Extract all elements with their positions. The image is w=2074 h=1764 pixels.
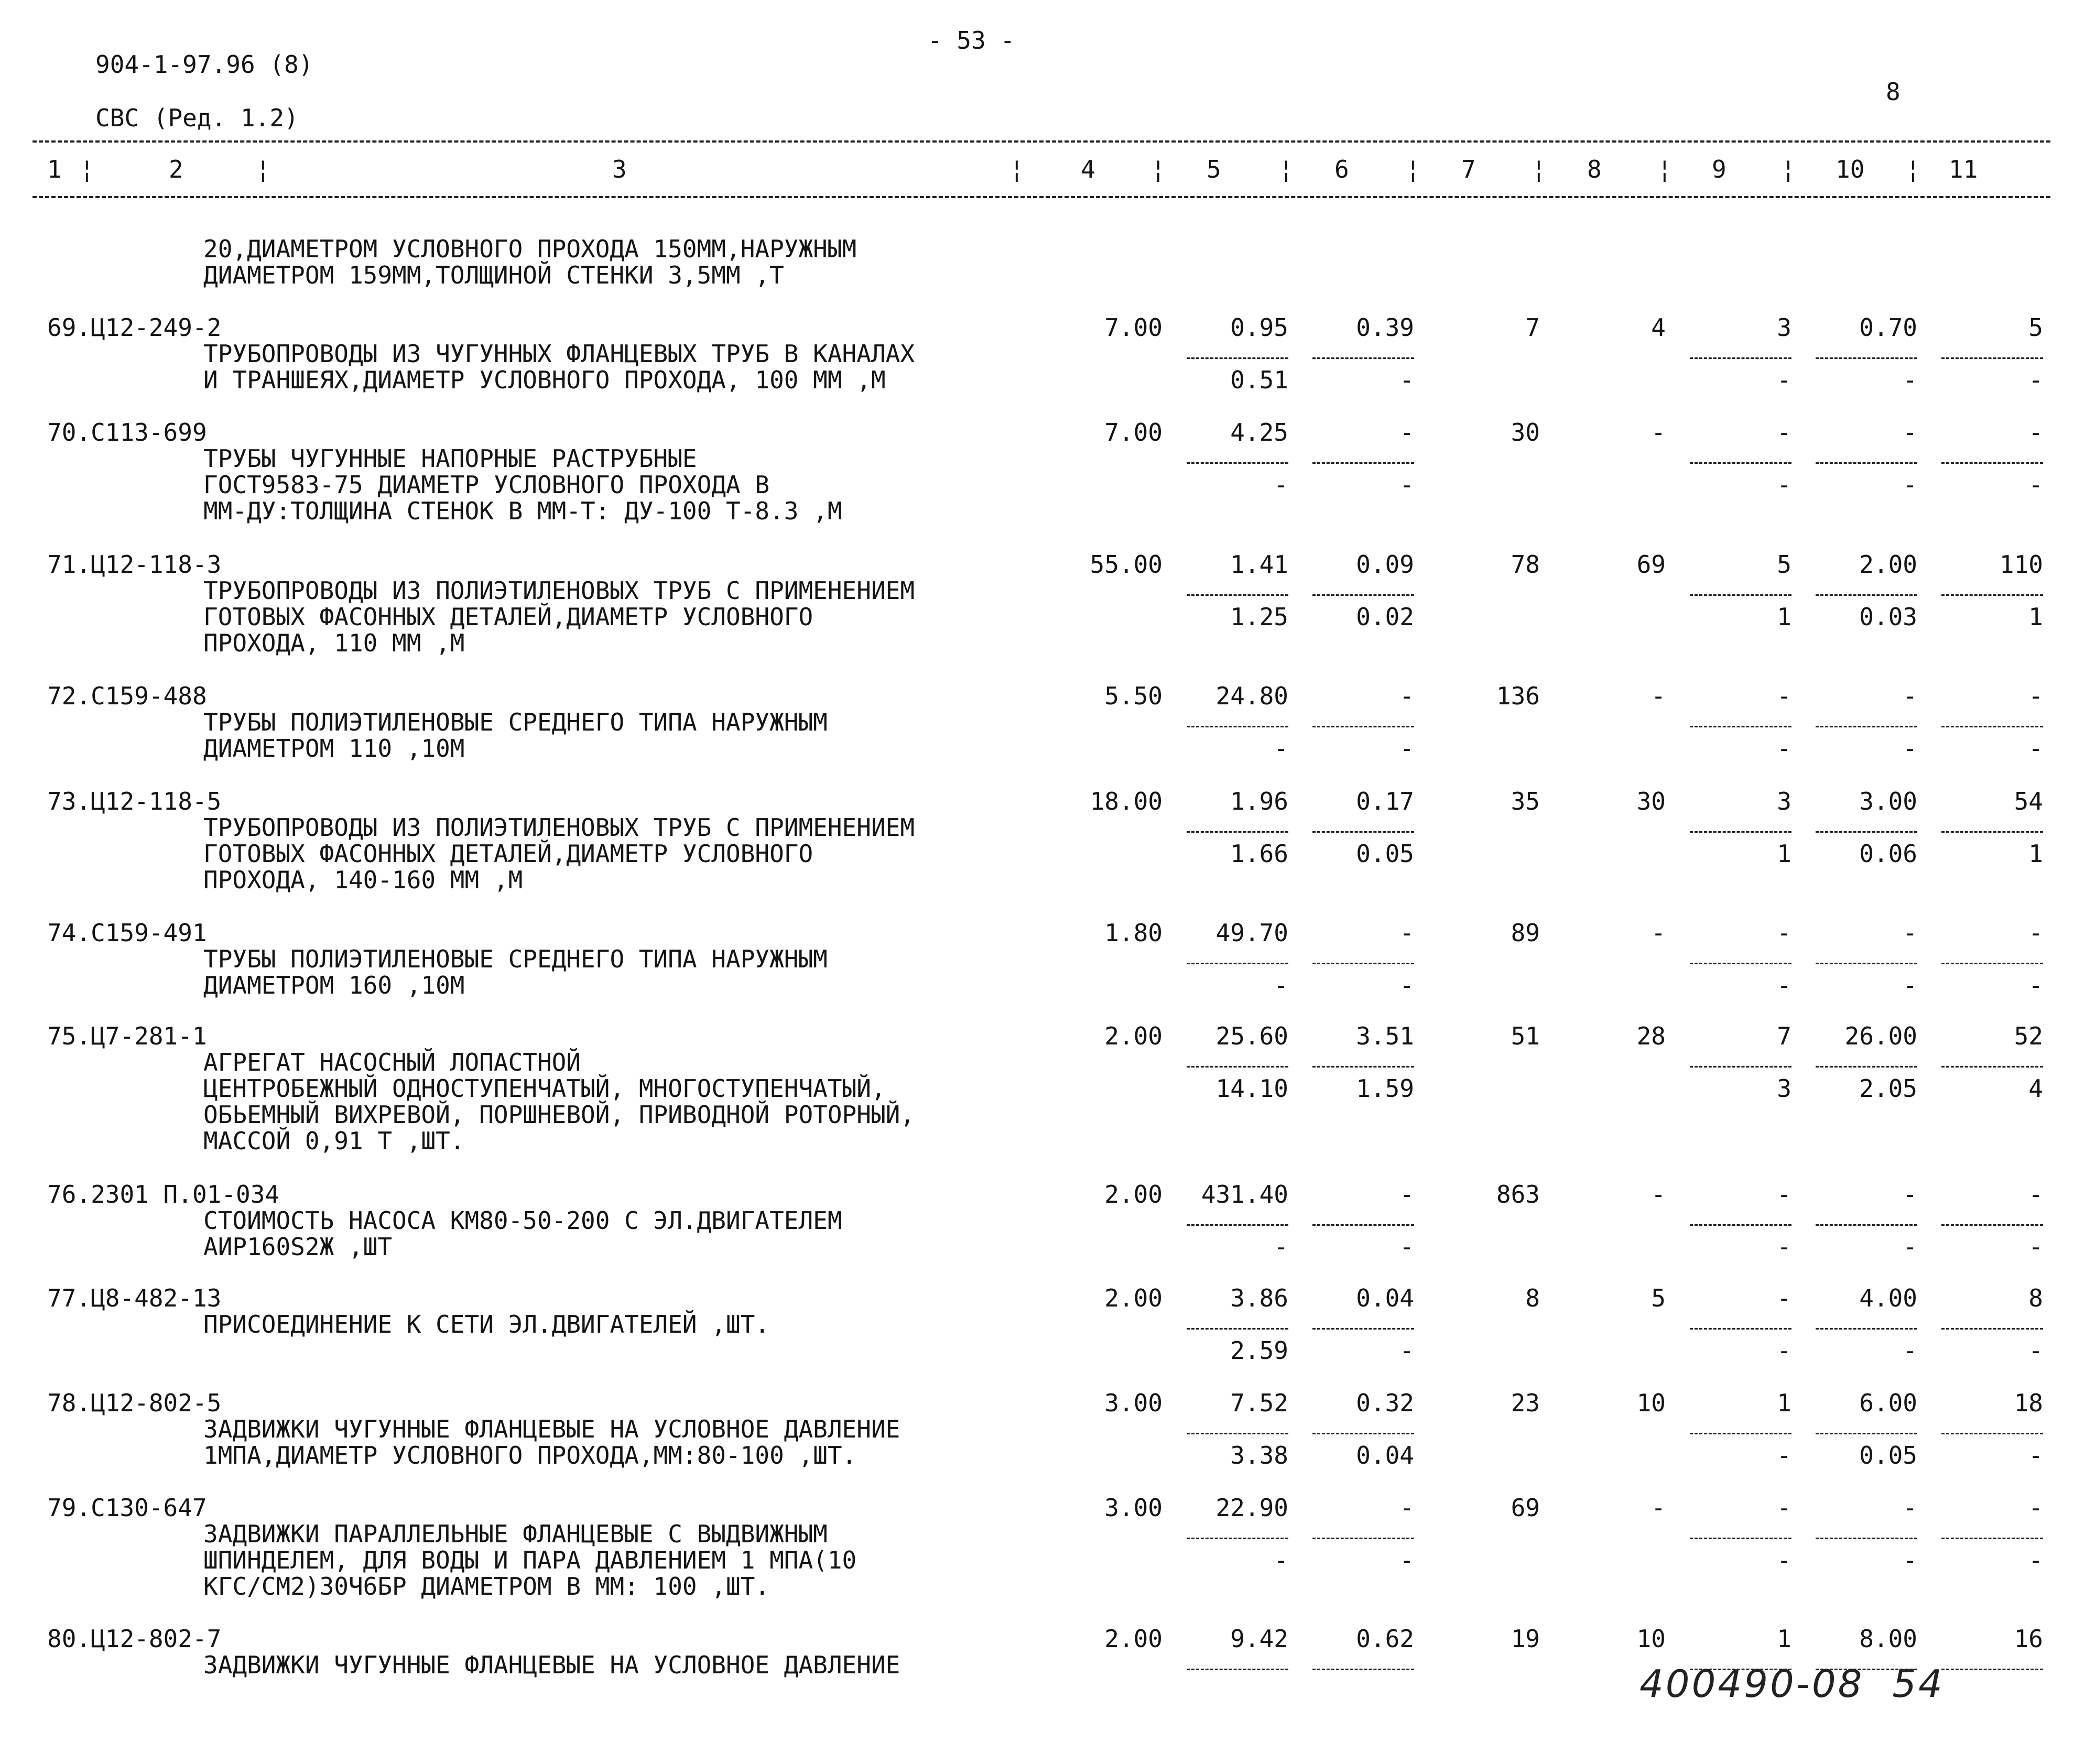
cell-col-11: 16 <box>2014 1625 2043 1653</box>
value-underline <box>1312 1433 1414 1434</box>
cell-col-11: - <box>2028 418 2043 447</box>
row-description-line: ТРУБОПРОВОДЫ ИЗ ЧУГУННЫХ ФЛАНЦЕВЫХ ТРУБ В КАНАЛАХ <box>203 340 915 368</box>
cell-col-11-secondary: - <box>2028 1233 2043 1261</box>
cell-col-8: 69 <box>1636 550 1666 579</box>
cell-col-5: 24.80 <box>1215 682 1288 710</box>
column-separator: ¦ <box>1406 155 1420 183</box>
cell-col-11: - <box>2028 1180 2043 1208</box>
cell-col-9: - <box>1777 919 1791 947</box>
cell-col-5: 7.52 <box>1230 1389 1288 1417</box>
value-underline <box>1941 1433 2043 1434</box>
column-header-6: 6 <box>1334 155 1349 183</box>
cell-col-5: 25.60 <box>1215 1022 1288 1050</box>
cell-col-4: 5.50 <box>1104 682 1163 710</box>
row-description-line: ММ-ДУ:ТОЛЩИНА СТЕНОК В ММ-Т: ДУ-100 Т-8.3 ,М <box>203 497 842 525</box>
cell-col-5: 22.90 <box>1215 1494 1288 1522</box>
cell-col-10: 4.00 <box>1859 1284 1917 1312</box>
cell-col-5-secondary: 14.10 <box>1215 1074 1288 1103</box>
cell-col-9: - <box>1777 1494 1791 1522</box>
cell-col-8: - <box>1651 418 1666 447</box>
value-underline <box>1690 462 1791 464</box>
cell-col-11-secondary: - <box>2028 366 2043 394</box>
value-underline <box>1816 1224 1917 1226</box>
row-description-line: КГС/СМ2)30Ч6БР ДИАМЕТРОМ В ММ: 100 ,ШТ. <box>203 1572 770 1600</box>
column-separator: ¦ <box>1781 155 1796 183</box>
cell-col-10: 3.00 <box>1859 787 1917 815</box>
value-underline <box>1187 1433 1288 1434</box>
cell-col-5-secondary: 3.38 <box>1230 1441 1288 1469</box>
cell-col-9: - <box>1777 418 1791 447</box>
value-underline <box>1187 357 1288 359</box>
cell-col-8: - <box>1651 919 1666 947</box>
value-underline <box>1690 726 1791 727</box>
cell-col-6-secondary: - <box>1399 734 1414 763</box>
cell-col-11-secondary: - <box>2028 971 2043 999</box>
cell-col-8: 5 <box>1651 1284 1666 1312</box>
cell-col-10-secondary: - <box>1903 1546 1917 1574</box>
value-underline <box>1816 963 1917 964</box>
row-code: 73.Ц12-118-5 <box>47 787 222 815</box>
value-underline <box>1187 1328 1288 1330</box>
cell-col-5-secondary: 1.25 <box>1230 603 1288 631</box>
cell-col-9: - <box>1777 1284 1791 1312</box>
cell-col-7: 19 <box>1511 1625 1540 1653</box>
value-underline <box>1941 726 2043 727</box>
column-separator: ¦ <box>1906 155 1920 183</box>
cell-col-9: 1 <box>1777 1389 1791 1417</box>
value-underline <box>1816 462 1917 464</box>
row-description-line: ГОСТ9583-75 ДИАМЕТР УСЛОВНОГО ПРОХОДА В <box>203 471 770 499</box>
cell-col-4: 7.00 <box>1104 418 1163 447</box>
value-underline <box>1690 1328 1791 1330</box>
cell-col-7: 23 <box>1511 1389 1540 1417</box>
cell-col-4: 3.00 <box>1104 1494 1163 1522</box>
value-underline <box>1941 594 2043 596</box>
cell-col-7: 863 <box>1496 1180 1540 1208</box>
cell-col-10: 6.00 <box>1859 1389 1917 1417</box>
cell-col-6-secondary: - <box>1399 366 1414 394</box>
value-underline <box>1312 831 1414 833</box>
value-underline <box>1816 726 1917 727</box>
cell-col-10: - <box>1903 1180 1917 1208</box>
row-code: 78.Ц12-802-5 <box>47 1389 222 1417</box>
cell-col-11-secondary: - <box>2028 1336 2043 1365</box>
cell-col-5: 3.86 <box>1230 1284 1288 1312</box>
value-underline <box>1312 1669 1414 1670</box>
value-underline <box>1187 594 1288 596</box>
cell-col-8: - <box>1651 1494 1666 1522</box>
cell-col-9-secondary: - <box>1777 734 1791 763</box>
row-description-line: ГОТОВЫХ ФАСОННЫХ ДЕТАЛЕЙ,ДИАМЕТР УСЛОВНОГО <box>203 603 813 631</box>
column-separator: ¦ <box>1532 155 1546 183</box>
cell-col-8: 10 <box>1636 1389 1666 1417</box>
cell-col-6-secondary: 1.59 <box>1356 1074 1414 1103</box>
cell-col-10-secondary: - <box>1903 971 1917 999</box>
column-separator: ¦ <box>1009 155 1024 183</box>
row-description-line: МАССОЙ 0,91 Т ,ШТ. <box>203 1127 465 1155</box>
row-code: 71.Ц12-118-3 <box>47 550 222 579</box>
cell-col-11-secondary: - <box>2028 1441 2043 1469</box>
cell-col-10: 8.00 <box>1859 1625 1917 1653</box>
cell-col-6-secondary: - <box>1399 1336 1414 1365</box>
row-description-line: ПРОХОДА, 140-160 ММ ,М <box>203 866 523 894</box>
cell-col-6: - <box>1399 682 1414 710</box>
cell-col-6: 0.62 <box>1356 1625 1414 1653</box>
cell-col-10-secondary: 0.05 <box>1859 1441 1917 1469</box>
cell-col-11-secondary: - <box>2028 1546 2043 1574</box>
column-separator: ¦ <box>1279 155 1294 183</box>
value-underline <box>1690 831 1791 833</box>
cell-col-9-secondary: - <box>1777 366 1791 394</box>
cell-col-7: 8 <box>1525 1284 1540 1312</box>
column-separator: ¦ <box>80 155 94 183</box>
row-description-line: СТОИМОСТЬ НАСОСА КМ80-50-200 С ЭЛ.ДВИГАТЕЛЕМ <box>203 1206 842 1235</box>
row-description-line: И ТРАНШЕЯХ,ДИАМЕТР УСЛОВНОГО ПРОХОДА, 100 ММ ,М <box>203 366 886 394</box>
value-underline <box>1816 357 1917 359</box>
cell-col-8: 4 <box>1651 313 1666 342</box>
cell-col-9: 3 <box>1777 313 1791 342</box>
cell-col-4: 2.00 <box>1104 1180 1163 1208</box>
cell-col-6-secondary: 0.04 <box>1356 1441 1414 1469</box>
cell-col-5-secondary: - <box>1274 971 1288 999</box>
cell-col-8: 10 <box>1636 1625 1666 1653</box>
row-description-line: ТРУБОПРОВОДЫ ИЗ ПОЛИЭТИЛЕНОВЫХ ТРУБ С ПРИМЕНЕНИЕМ <box>203 576 915 605</box>
row-description-line: ГОТОВЫХ ФАСОННЫХ ДЕТАЛЕЙ,ДИАМЕТР УСЛОВНОГО <box>203 840 813 868</box>
value-underline <box>1312 357 1414 359</box>
cell-col-10-secondary: 0.03 <box>1859 603 1917 631</box>
cell-col-7: 136 <box>1496 682 1540 710</box>
cell-col-7: 7 <box>1525 313 1540 342</box>
cell-col-5: 4.25 <box>1230 418 1288 447</box>
cell-col-9: 1 <box>1777 1625 1791 1653</box>
row-code: 80.Ц12-802-7 <box>47 1625 222 1653</box>
value-underline <box>1941 831 2043 833</box>
cell-col-11: - <box>2028 919 2043 947</box>
row-description-line: ЗАДВИЖКИ ЧУГУННЫЕ ФЛАНЦЕВЫЕ НА УСЛОВНОЕ ДАВЛЕНИЕ <box>203 1415 900 1443</box>
value-underline <box>1187 1224 1288 1226</box>
row-code: 72.С159-488 <box>47 682 207 710</box>
cell-col-11: 8 <box>2028 1284 2043 1312</box>
value-underline <box>1941 1066 2043 1068</box>
cell-col-9: 7 <box>1777 1022 1791 1050</box>
cell-col-6: 0.09 <box>1356 550 1414 579</box>
value-underline <box>1187 462 1288 464</box>
doc-code: 904-1-97.96 (8) <box>95 50 313 79</box>
cell-col-8: 30 <box>1636 787 1666 815</box>
cell-col-10: - <box>1903 682 1917 710</box>
row-description-line: АГРЕГАТ НАСОСНЫЙ ЛОПАСТНОЙ <box>203 1048 581 1076</box>
cell-col-6-secondary: - <box>1399 1546 1414 1574</box>
column-separator: ¦ <box>1657 155 1672 183</box>
value-underline <box>1187 1538 1288 1539</box>
cell-col-7: 69 <box>1511 1494 1540 1522</box>
row-description-line: 1МПА,ДИАМЕТР УСЛОВНОГО ПРОХОДА,ММ:80-100 ,ШТ. <box>203 1441 857 1469</box>
row-description-line: ЗАДВИЖКИ ЧУГУННЫЕ ФЛАНЦЕВЫЕ НА УСЛОВНОЕ ДАВЛЕНИЕ <box>203 1651 900 1679</box>
cell-col-7: 89 <box>1511 919 1540 947</box>
cell-col-10: - <box>1903 418 1917 447</box>
row-description-line: АИР160S2Ж ,ШТ <box>203 1233 393 1261</box>
row-code: 74.С159-491 <box>47 919 207 947</box>
cell-col-5: 49.70 <box>1215 919 1288 947</box>
cell-col-10: 0.70 <box>1859 313 1917 342</box>
row-code: 76.2301 П.01-034 <box>47 1180 280 1208</box>
cell-col-6: - <box>1399 418 1414 447</box>
cell-col-4: 7.00 <box>1104 313 1163 342</box>
cell-col-9-secondary: - <box>1777 1233 1791 1261</box>
row-description-line: ДИАМЕТРОМ 160 ,10М <box>203 971 465 999</box>
cell-col-6: - <box>1399 1180 1414 1208</box>
cell-col-7: 30 <box>1511 418 1540 447</box>
cell-col-10: 2.00 <box>1859 550 1917 579</box>
continuation-line-1: 20,ДИАМЕТРОМ УСЛОВНОГО ПРОХОДА 150ММ,НАРУЖНЫМ <box>203 235 857 263</box>
value-underline <box>1690 1538 1791 1539</box>
cell-col-5: 431.40 <box>1201 1180 1288 1208</box>
column-header-9: 9 <box>1712 155 1726 183</box>
value-underline <box>1187 831 1288 833</box>
row-code: 79.С130-647 <box>47 1494 207 1522</box>
cell-col-9-secondary: 1 <box>1777 603 1791 631</box>
cell-col-10-secondary: - <box>1903 1336 1917 1365</box>
column-header-5: 5 <box>1207 155 1221 183</box>
row-description-line: ШПИНДЕЛЕМ, ДЛЯ ВОДЫ И ПАРА ДАВЛЕНИЕМ 1 МПА(10 <box>203 1546 857 1574</box>
value-underline <box>1312 462 1414 464</box>
value-underline <box>1312 1066 1414 1068</box>
cell-col-11-secondary: - <box>2028 734 2043 763</box>
column-separator: ¦ <box>1151 155 1166 183</box>
cell-col-5-secondary: - <box>1274 471 1288 499</box>
cell-col-9-secondary: 3 <box>1777 1074 1791 1103</box>
row-description-line: ЦЕНТРОБЕЖНЫЙ ОДНОСТУПЕНЧАТЫЙ, МНОГОСТУПЕНЧАТЫЙ, <box>203 1074 886 1103</box>
cell-col-5-secondary: - <box>1274 734 1288 763</box>
row-description-line: ТРУБЫ ПОЛИЭТИЛЕНОВЫЕ СРЕДНЕГО ТИПА НАРУЖНЫМ <box>203 708 828 736</box>
cell-col-11: 54 <box>2014 787 2043 815</box>
cell-col-9-secondary: 1 <box>1777 840 1791 868</box>
system-version: СВС (Ред. 1.2) <box>95 104 299 132</box>
cell-col-9-secondary: - <box>1777 1336 1791 1365</box>
value-underline <box>1941 1224 2043 1226</box>
cell-col-10-secondary: - <box>1903 366 1917 394</box>
cell-col-8: - <box>1651 682 1666 710</box>
cell-col-6-secondary: 0.05 <box>1356 840 1414 868</box>
row-code: 77.Ц8-482-13 <box>47 1284 222 1312</box>
cell-col-6: 3.51 <box>1356 1022 1414 1050</box>
value-underline <box>1690 357 1791 359</box>
cell-col-11: 5 <box>2028 313 2043 342</box>
value-underline <box>1816 1066 1917 1068</box>
row-description-line: ЗАДВИЖКИ ПАРАЛЛЕЛЬНЫЕ ФЛАНЦЕВЫЕ С ВЫДВИЖНЫМ <box>203 1520 828 1548</box>
column-header-2: 2 <box>169 155 183 183</box>
value-underline <box>1816 1538 1917 1539</box>
value-underline <box>1187 726 1288 727</box>
value-underline <box>1187 1066 1288 1068</box>
cell-col-11-secondary: 4 <box>2028 1074 2043 1103</box>
cell-col-7: 78 <box>1511 550 1540 579</box>
cell-col-4: 2.00 <box>1104 1625 1163 1653</box>
value-underline <box>1816 831 1917 833</box>
column-header-11: 11 <box>1949 155 1978 183</box>
cell-col-4: 2.00 <box>1104 1022 1163 1050</box>
value-underline <box>1941 1669 2043 1670</box>
cell-col-10-secondary: 0.06 <box>1859 840 1917 868</box>
cell-col-10-secondary: 2.05 <box>1859 1074 1917 1103</box>
cell-col-9-secondary: - <box>1777 1441 1791 1469</box>
value-underline <box>1941 357 2043 359</box>
cell-col-6: 0.17 <box>1356 787 1414 815</box>
cell-col-5: 9.42 <box>1230 1625 1288 1653</box>
value-underline <box>1690 1433 1791 1434</box>
cell-col-5: 1.41 <box>1230 550 1288 579</box>
cell-col-6: 0.32 <box>1356 1389 1414 1417</box>
value-underline <box>1187 963 1288 964</box>
value-underline <box>1187 1669 1288 1670</box>
column-header-7: 7 <box>1461 155 1476 183</box>
row-description-line: ТРУБЫ ЧУГУННЫЕ НАПОРНЫЕ РАСТРУБНЫЕ <box>203 444 697 473</box>
column-separator: ¦ <box>256 155 270 183</box>
cell-col-9: 3 <box>1777 787 1791 815</box>
value-underline <box>1941 1538 2043 1539</box>
cell-col-6: - <box>1399 1494 1414 1522</box>
value-underline <box>1941 1328 2043 1330</box>
cell-col-5: 1.96 <box>1230 787 1288 815</box>
cell-col-9: - <box>1777 682 1791 710</box>
cell-col-7: 51 <box>1511 1022 1540 1050</box>
cell-col-11-secondary: 1 <box>2028 840 2043 868</box>
value-underline <box>1312 1328 1414 1330</box>
row-code: 70.С113-699 <box>47 418 207 447</box>
cell-col-5-secondary: 0.51 <box>1230 366 1288 394</box>
cell-col-9-secondary: - <box>1777 971 1791 999</box>
header-bottom-rule <box>32 196 2050 198</box>
cell-col-6-secondary: - <box>1399 971 1414 999</box>
cell-col-11: - <box>2028 1494 2043 1522</box>
column-header-10: 10 <box>1836 155 1865 183</box>
value-underline <box>1312 1224 1414 1226</box>
cell-col-8: 28 <box>1636 1022 1666 1050</box>
value-underline <box>1941 462 2043 464</box>
column-header-4: 4 <box>1081 155 1095 183</box>
cell-col-9-secondary: - <box>1777 471 1791 499</box>
cell-col-10-secondary: - <box>1903 734 1917 763</box>
value-underline <box>1816 594 1917 596</box>
column-header-3: 3 <box>612 155 627 183</box>
value-underline <box>1690 963 1791 964</box>
cell-col-10: - <box>1903 919 1917 947</box>
cell-col-6-secondary: 0.02 <box>1356 603 1414 631</box>
row-code: 69.Ц12-249-2 <box>47 313 222 342</box>
cell-col-10-secondary: - <box>1903 471 1917 499</box>
row-description-line: ТРУБЫ ПОЛИЭТИЛЕНОВЫЕ СРЕДНЕГО ТИПА НАРУЖНЫМ <box>203 945 828 973</box>
cell-col-4: 1.80 <box>1104 919 1163 947</box>
value-underline <box>1312 726 1414 727</box>
cell-col-11: 110 <box>1999 550 2043 579</box>
cell-col-10: - <box>1903 1494 1917 1522</box>
cell-col-10: 26.00 <box>1844 1022 1917 1050</box>
value-underline <box>1312 594 1414 596</box>
top-rule <box>32 140 2050 143</box>
row-description-line: ПРИСОЕДИНЕНИЕ К СЕТИ ЭЛ.ДВИГАТЕЛЕЙ ,ШТ. <box>203 1310 770 1338</box>
cell-col-6: 0.04 <box>1356 1284 1414 1312</box>
page-number: - 53 - <box>928 26 1015 55</box>
cell-col-4: 18.00 <box>1090 787 1163 815</box>
value-underline <box>1690 594 1791 596</box>
cell-col-6-secondary: - <box>1399 1233 1414 1261</box>
cell-col-7: 35 <box>1511 787 1540 815</box>
cell-col-4: 2.00 <box>1104 1284 1163 1312</box>
column-header-8: 8 <box>1587 155 1602 183</box>
cell-col-9: - <box>1777 1180 1791 1208</box>
cell-col-11-secondary: - <box>2028 471 2043 499</box>
row-description-line: ТРУБОПРОВОДЫ ИЗ ПОЛИЭТИЛЕНОВЫХ ТРУБ С ПРИМЕНЕНИЕМ <box>203 813 915 842</box>
value-underline <box>1816 1328 1917 1330</box>
value-underline <box>1312 1538 1414 1539</box>
cell-col-5-secondary: - <box>1274 1233 1288 1261</box>
cell-col-5-secondary: 2.59 <box>1230 1336 1288 1365</box>
cell-col-6-secondary: - <box>1399 471 1414 499</box>
value-underline <box>1312 963 1414 964</box>
cell-col-9-secondary: - <box>1777 1546 1791 1574</box>
value-underline <box>1816 1433 1917 1434</box>
cell-col-11-secondary: 1 <box>2028 603 2043 631</box>
cell-col-5-secondary: 1.66 <box>1230 840 1288 868</box>
cell-col-11: 52 <box>2014 1022 2043 1050</box>
cell-col-11: - <box>2028 682 2043 710</box>
value-underline <box>1941 963 2043 964</box>
cell-col-10-secondary: - <box>1903 1233 1917 1261</box>
cell-col-9: 5 <box>1777 550 1791 579</box>
sheet-mark: 8 <box>1886 78 1901 106</box>
row-code: 75.Ц7-281-1 <box>47 1022 207 1050</box>
value-underline <box>1690 1224 1791 1226</box>
row-description-line: ПРОХОДА, 110 ММ ,М <box>203 629 465 657</box>
row-description-line: ДИАМЕТРОМ 110 ,10М <box>203 734 465 763</box>
handwritten-mark: 400490-08 54 <box>1639 1662 1945 1706</box>
row-description-line: ОБЬЕМНЫЙ ВИХРЕВОЙ, ПОРШНЕВОЙ, ПРИВОДНОЙ РОТОРНЫЙ, <box>203 1101 915 1129</box>
cell-col-4: 3.00 <box>1104 1389 1163 1417</box>
cell-col-8: - <box>1651 1180 1666 1208</box>
cell-col-6: - <box>1399 919 1414 947</box>
column-header-1: 1 <box>47 155 62 183</box>
cell-col-6: 0.39 <box>1356 313 1414 342</box>
cell-col-5-secondary: - <box>1274 1546 1288 1574</box>
value-underline <box>1690 1066 1791 1068</box>
continuation-line-2: ДИАМЕТРОМ 159ММ,ТОЛЩИНОЙ СТЕНКИ 3,5ММ ,Т <box>203 261 784 289</box>
cell-col-5: 0.95 <box>1230 313 1288 342</box>
cell-col-4: 55.00 <box>1090 550 1163 579</box>
cell-col-11: 18 <box>2014 1389 2043 1417</box>
